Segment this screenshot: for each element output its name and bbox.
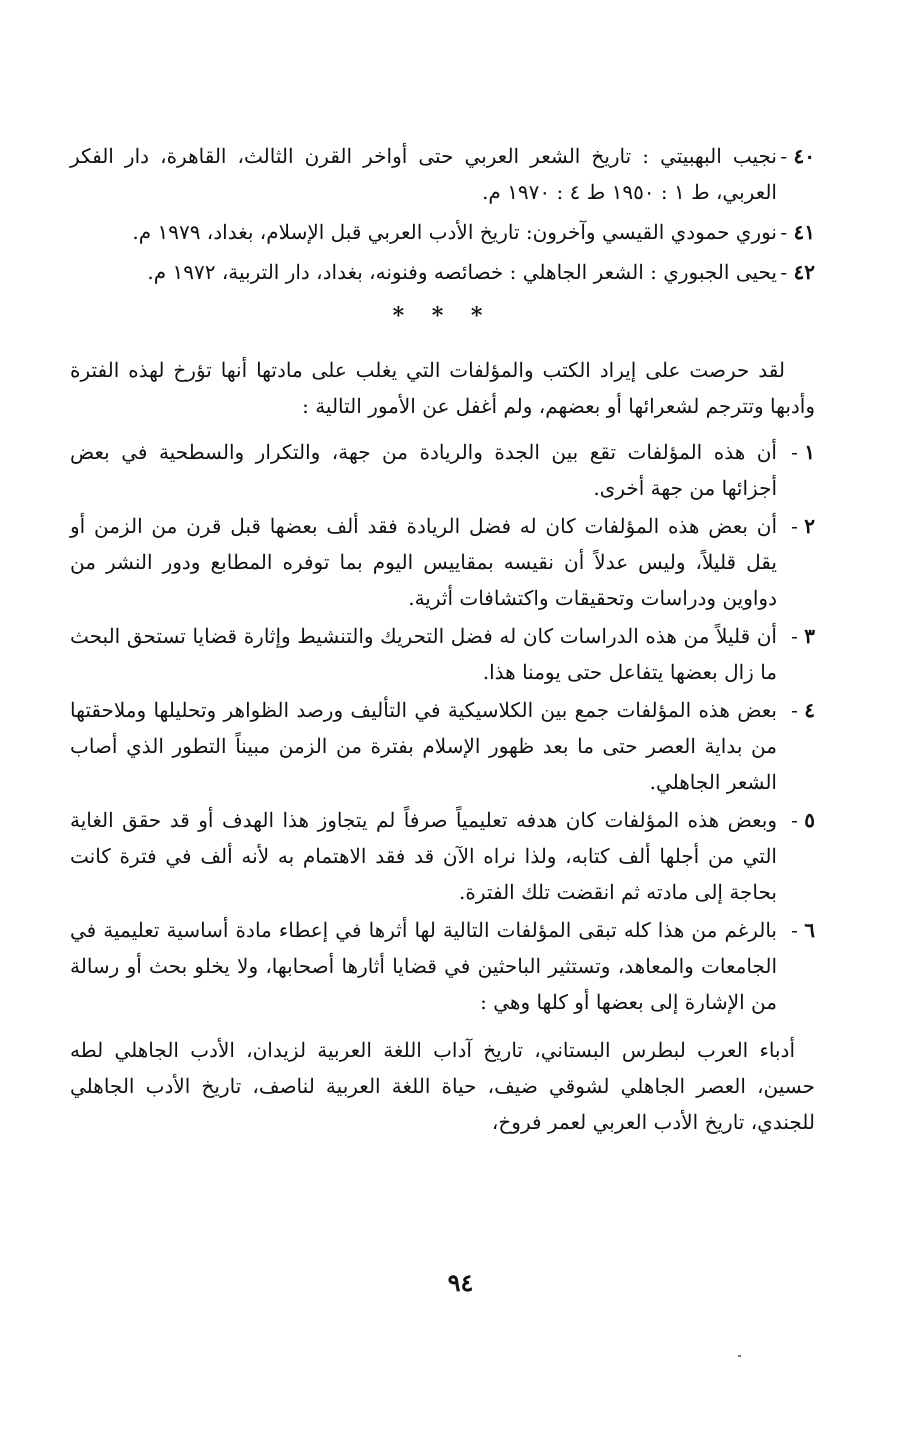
list-item: [70, 912, 815, 1020]
reference-text: نوري حمودي القيسي وآخرون: تاريخ الأدب العربي قبل الإسلام، بغداد، ١٩٧٩ م.: [132, 220, 777, 244]
reference-entry: [70, 214, 815, 250]
list-item: [70, 508, 815, 616]
list-item-text: بعض هذه المؤلفات جمع بين الكلاسيكية في التأليف ورصد الظواهر وتحليلها وملاحقتها من بداية العصر حتى ما بعد ظهور الإسلام بفترة من الزمن مبيناً التطور الذي أصاب الشعر الجاهلي.: [70, 698, 777, 794]
reference-entry: [70, 138, 815, 210]
list-item-number: ٤ -: [791, 692, 815, 728]
list-item: [70, 434, 815, 506]
page-number: ٩٤: [447, 1268, 474, 1297]
reference-text: نجيب البهبيتي : تاريخ الشعر العربي حتى أواخر القرن الثالث، القاهرة، دار الفكر العربي، ط ١ : ١٩٥٠ ط ٤ : ١٩٧٠ م.: [70, 144, 777, 204]
list-item-number: ٢ -: [791, 508, 815, 544]
closing-paragraph: أدباء العرب لبطرس البستاني، تاريخ آداب اللغة العربية لزيدان، الأدب الجاهلي لطه حسين، العصر الجاهلي لشوقي ضيف، حياة اللغة العربية لناصف، تاريخ الأدب الجاهلي للجندي، تاريخ الأدب العربي لعمر فروخ،: [70, 1038, 815, 1134]
list-item-number: ٦ -: [791, 912, 815, 948]
intro-paragraph: لقد حرصت على إيراد الكتب والمؤلفات التي يغلب على مادتها أنها تؤرخ لهذه الفترة وأدبها وتترجم لشعرائها أو بعضهم، ولم أغفل عن الأمور التالية :: [70, 358, 815, 418]
list-item-text: وبعض هذه المؤلفات كان هدفه تعليمياً صرفاً لم يتجاوز هذا الهدف أو قد حقق الغاية التي من أجلها ألف كتابه، ولذا نراه الآن قد فقد الاهتمام به لأنه ألف في فترة كانت بحاجة إلى مادته ثم انقضت تلك الفترة.: [70, 808, 777, 904]
list-item-number: ٥ -: [791, 802, 815, 838]
list-item-text: أن هذه المؤلفات تقع بين الجدة والريادة من جهة، والتكرار والسطحية في بعض أجزائها من جهة أخرى.: [70, 440, 777, 500]
list-item: [70, 692, 815, 800]
list-item: [70, 802, 815, 910]
list-item-text: أن قليلاً من هذه الدراسات كان له فضل التحريك والتنشيط وإثارة قضايا تستحق البحث ما زال بعضها يتفاعل حتى يومنا هذا.: [70, 624, 777, 684]
reference-text: يحيى الجبوري : الشعر الجاهلي : خصائصه وفنونه، بغداد، دار التربية، ١٩٧٢ م.: [147, 260, 777, 284]
list-item-number: ٣ -: [791, 618, 815, 654]
list-item-number: ١ -: [791, 434, 815, 470]
reference-list: [70, 138, 815, 290]
numbered-list: [70, 434, 815, 1020]
list-item-text: بالرغم من هذا كله تبقى المؤلفات التالية لها أثرها في إعطاء مادة أساسية تعليمية في الجامعات والمعاهد، وتستثير الباحثين في قضايا أثارها أصحابها، ولا يخلو بحث أو رسالة من الإشارة إلى بعضها أو كلها وهي :: [70, 918, 777, 1014]
scan-speck: [738, 1355, 741, 1357]
reference-entry: [70, 254, 815, 290]
page-body: [70, 138, 815, 1140]
list-item: [70, 618, 815, 690]
reference-number: ٤٢ -: [780, 254, 815, 290]
reference-number: ٤١ -: [780, 214, 815, 250]
reference-number: ٤٠ -: [780, 138, 815, 174]
list-item-text: أن بعض هذه المؤلفات كان له فضل الريادة فقد ألف بعضها قبل قرن من الزمن أو يقل قليلاً، وليس عدلاً أن نقيسه بمقاييس اليوم بما توفره المطابع ودور النشر من دواوين ودراسات وتحقيقات واكتشافات أثرية.: [70, 514, 777, 610]
section-separator: * * *: [392, 303, 493, 329]
